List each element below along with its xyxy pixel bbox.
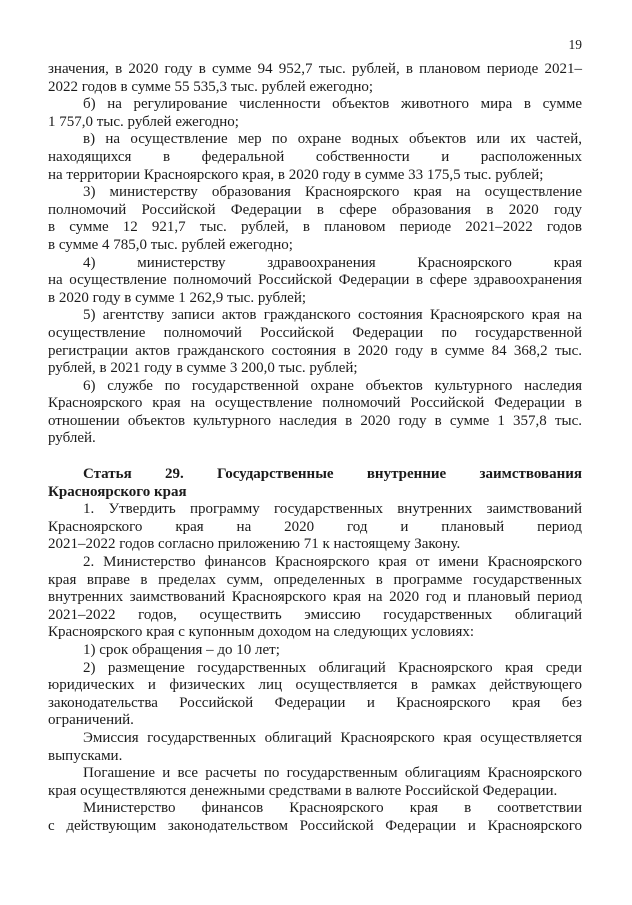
text-line: Красноярского края на осуществление полномочий Российской Федерации в xyxy=(48,395,582,412)
paragraph xyxy=(48,501,582,554)
text-line: 2021–2022 годов, осуществить эмиссию государственных облигаций xyxy=(48,606,582,623)
text-line: Погашение и все расчеты по государственным облигациям Красноярского xyxy=(83,765,582,782)
text-line: отношении объектов культурного наследия в 2020 году в сумме 1 357,8 тыс. xyxy=(48,412,582,429)
text-line: рублей, в 2021 году в сумме 3 200,0 тыс. рублей; xyxy=(48,360,358,377)
text-line: внутренних заимствований Красноярского края на 2020 год и плановый период xyxy=(48,589,582,606)
text-line: в 2020 году в сумме 1 262,9 тыс. рублей; xyxy=(48,289,307,306)
text-line: находящихся в федеральной собственности и расположенных xyxy=(48,148,582,165)
text-line: регистрации актов гражданского состояния в 2020 году в сумме 84 368,2 тыс. xyxy=(48,342,582,359)
paragraph xyxy=(48,642,582,660)
paragraph xyxy=(48,96,582,131)
paragraph xyxy=(48,730,582,765)
paragraph xyxy=(48,800,582,835)
paragraph xyxy=(48,660,582,730)
text-line: в) на осуществление мер по охране водных объектов или их частей, xyxy=(83,131,582,148)
text-line: 1 757,0 тыс. рублей ежегодно; xyxy=(48,113,239,130)
text-line: Министерство финансов Красноярского края в соответствии xyxy=(83,800,582,817)
text-line: на территории Красноярского края, в 2020 году в сумме 33 175,5 тыс. рублей; xyxy=(48,166,544,183)
text-line: рублей. xyxy=(48,430,96,447)
article-heading xyxy=(48,466,582,501)
text-line: выпусками. xyxy=(48,747,123,764)
page-number: 19 xyxy=(568,37,582,52)
text-line: 2022 годов в сумме 55 535,3 тыс. рублей ежегодно; xyxy=(48,78,374,95)
document-body xyxy=(48,61,582,836)
paragraph xyxy=(48,184,582,254)
text-line: Красноярского края xyxy=(48,483,187,500)
paragraph xyxy=(48,255,582,308)
text-line: б) на регулирование численности объектов животного мира в сумме xyxy=(83,96,582,113)
text-line: значения, в 2020 году в сумме 94 952,7 тыс. рублей, в плановом периоде 2021– xyxy=(48,61,582,77)
text-line: 1. Утвердить программу государственных внутренних заимствований xyxy=(83,501,582,518)
text-line: 2) размещение государственных облигаций Красноярского края среди xyxy=(83,659,582,676)
text-line: 3) министерству образования Красноярского края на осуществление xyxy=(83,184,582,201)
text-line: 6) службе по государственной охране объектов культурного наследия xyxy=(83,377,582,394)
text-line: края вправе в пределах сумм, определенных в программе государственных xyxy=(48,571,582,588)
text-line: 4) министерству здравоохранения Красноярского края xyxy=(83,254,582,271)
text-line: 5) агентству записи актов гражданского состояния Красноярского края на xyxy=(83,307,582,324)
text-line: 2021–2022 годов согласно приложению 71 к настоящему Закону. xyxy=(48,536,461,553)
text-line: Красноярского края с купонным доходом на следующих условиях: xyxy=(48,624,475,641)
text-line: края осуществляются денежными средствами в валюте Российской Федерации. xyxy=(48,782,558,799)
text-line: 1) срок обращения – до 10 лет; xyxy=(83,642,280,658)
text-line: законодательства Российской Федерации и Красноярского края без xyxy=(48,694,582,711)
text-line: ограничений. xyxy=(48,712,134,729)
text-line: Красноярского края на 2020 год и плановый период xyxy=(48,518,582,535)
text-line: 2. Министерство финансов Красноярского края от имени Красноярского xyxy=(83,554,582,571)
text-line: Эмиссия государственных облигаций Красноярского края осуществляется xyxy=(83,729,582,746)
text-line: Статья 29. Государственные внутренние заимствования xyxy=(83,466,582,483)
text-line: осуществление полномочий Российской Федерации по государственной xyxy=(48,324,582,341)
text-line: юридических и физических лиц осуществляется в рамках действующего xyxy=(48,677,582,694)
text-line: с действующим законодательством Российской Федерации и Красноярского xyxy=(48,817,582,834)
text-line: в сумме 4 785,0 тыс. рублей ежегодно; xyxy=(48,236,293,253)
paragraph xyxy=(48,378,582,448)
paragraph xyxy=(48,61,582,96)
text-line: в сумме 12 921,7 тыс. рублей, в плановом периоде 2021–2022 годов xyxy=(48,219,582,236)
paragraph xyxy=(48,554,582,642)
paragraph xyxy=(48,307,582,377)
paragraph xyxy=(48,131,582,184)
text-line: полномочий Российской Федерации в сфере образования в 2020 году xyxy=(48,201,582,218)
text-line: на осуществление полномочий Российской Федерации в сфере здравоохранения xyxy=(48,272,582,289)
paragraph xyxy=(48,765,582,800)
